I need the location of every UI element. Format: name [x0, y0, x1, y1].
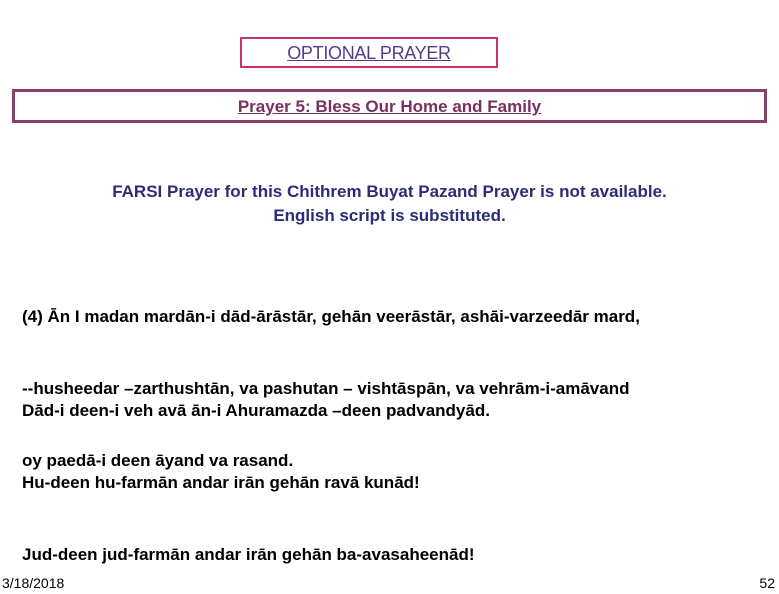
- prayer-paragraph-2: [22, 351, 490, 591]
- prayer-line: oy paedā-i deen āyand va rasand.: [22, 451, 294, 470]
- prayer-line: --husheedar –zarthushtān, va pashutan – vishtāspān, va vehrām-i-amāvand: [22, 379, 630, 398]
- prayer-line: Dād-i deen-i veh avā ān-i Ahuramazda –deen padvandyād.: [22, 401, 490, 420]
- prayer-title: Prayer 5: Bless Our Home and Family: [237, 97, 542, 116]
- prayer-line: Hu-deen hu-farmān andar irān gehān ravā kunād!: [22, 473, 420, 492]
- subtitle-box: [12, 89, 767, 123]
- footer-date: 3/18/2018: [2, 575, 65, 591]
- page-title: OPTIONAL PRAYER: [287, 43, 451, 63]
- title-box: [240, 37, 498, 68]
- prayer-line: (4) Ān I madan mardān-i dād-ārāstār, gehān veerāstār, ashāi-varzeedār mard,: [22, 307, 640, 326]
- page-number: 52: [759, 575, 775, 591]
- note-line: FARSI Prayer for this Chithrem Buyat Pazand Prayer is not available.: [112, 182, 667, 201]
- note-line: English script is substituted.: [273, 206, 506, 225]
- substitution-note: [0, 180, 779, 228]
- prayer-line: Jud-deen jud-farmān andar irān gehān ba-avasaheenād!: [22, 545, 475, 564]
